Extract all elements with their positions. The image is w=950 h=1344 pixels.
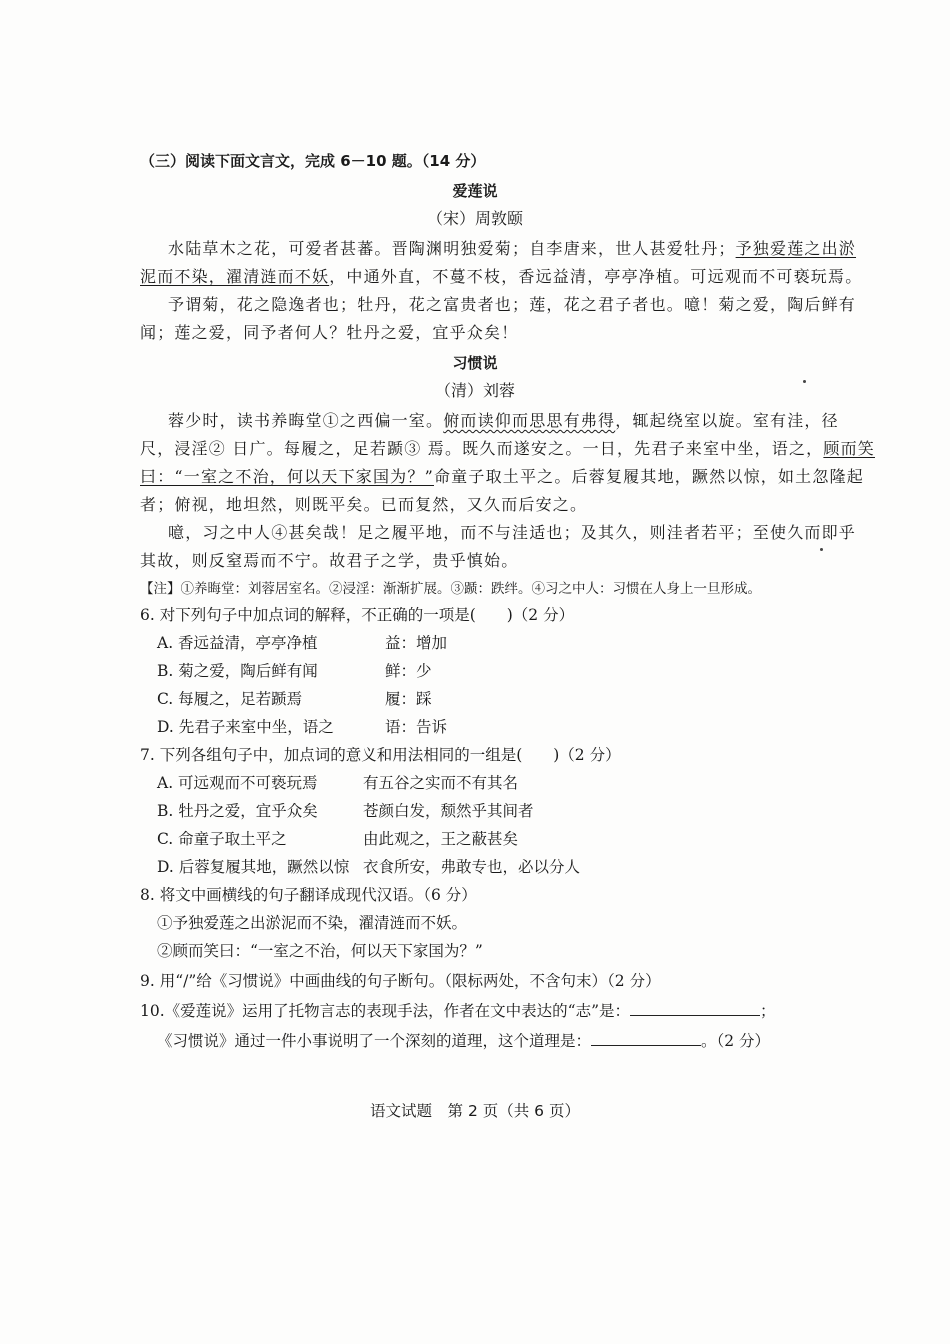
passage2-line: 者；俯视，地坦然，则既平矣。已而复然，又久而后安之。 [140, 495, 588, 514]
q8-sentence-1: ①予独爱莲之出淤泥而不染，濯清涟而不妖。 [157, 914, 468, 932]
q6-option-a [157, 632, 757, 654]
passage2-text: 命童子取土平之。后蓉复履其地，蹶然以惊，如土忽隆起 [433, 467, 864, 486]
q10-prompt-1: 10.《爱莲说》运用了托物言志的表现手法，作者在文中表达的“志”是： [140, 1002, 631, 1020]
option-gloss: 鲜：少 [385, 662, 432, 680]
passage2-line [140, 466, 864, 488]
footnotes: 【注】①养晦堂：刘蓉居室名。②浸淫：渐渐扩展。③踬：跌绊。④习之中人：习惯在人身上一旦形成。 [140, 581, 761, 597]
passage1-text: ，中通外直，不蔓不枝，香远益清，亭亭净植。可远观而不可亵玩焉。 [329, 267, 863, 286]
underlined-sentence: 顾而笑 [823, 439, 875, 458]
q6-option-b [157, 660, 757, 682]
passage2-text: 蓉少时，读书养晦堂①之西偏一室。 [168, 411, 444, 430]
q6-option-d [157, 716, 757, 738]
option-text: C. 命童子取土平之 [157, 830, 287, 848]
option-text: D. 先君子来室中坐，语之 [157, 718, 334, 736]
option-gloss: 益：增加 [385, 634, 448, 652]
q10-line-1 [140, 1000, 776, 1022]
option-text: C. 每履之，足若踬焉 [157, 690, 303, 708]
q7-option-a [157, 772, 757, 794]
option-gloss: 履：踩 [385, 690, 432, 708]
q7-option-d [157, 856, 757, 878]
passage1-author: （宋）周敦颐 [426, 209, 523, 228]
q8-sentence-2: ②顾而笑曰：“一室之不治，何以天下家国为？” [157, 942, 483, 960]
passage2-line [140, 438, 875, 460]
q10-score: 。（2 分） [701, 1032, 771, 1050]
answer-blank-2[interactable] [591, 1031, 701, 1046]
option-text: B. 牡丹之爱，宜乎众矣 [157, 802, 318, 820]
option-pair: 由此观之，王之蔽甚矣 [363, 830, 519, 848]
underlined-sentence: 予独爱莲之出淤 [735, 239, 857, 258]
wavy-underlined-sentence: 俯而读仰而思思有弗得 [443, 411, 616, 430]
page-footer: 语文试题 第 2 页（共 6 页） [370, 1102, 580, 1120]
option-text: A. 可远观而不可亵玩焉 [157, 774, 318, 792]
passage1-title: 爱莲说 [452, 182, 498, 200]
q10-prompt-2: 《习惯说》通过一件小事说明了一个深刻的道理，这个道理是： [157, 1032, 592, 1050]
scan-speck [820, 548, 823, 551]
passage2-title: 习惯说 [452, 354, 498, 372]
q7-option-c [157, 828, 757, 850]
q7-stem: 7. 下列各组句子中，加点词的意义和用法相同的一组是( )（2 分） [140, 746, 621, 764]
underlined-sentence: 泥而不染，濯清涟而不妖 [140, 267, 330, 286]
option-pair: 衣食所安，弗敢专也，必以分人 [363, 858, 581, 876]
q8-stem: 8. 将文中画横线的句子翻译成现代汉语。（6 分） [140, 886, 477, 904]
q10-punct: ； [760, 1002, 776, 1020]
passage2-line: 噫，习之中人④甚矣哉！足之履平地，而不与洼适也；及其久，则洼者若平；至使久而即乎 [168, 523, 857, 542]
passage2-text: ，辄起绕室以旋。室有洼，径 [615, 411, 839, 430]
passage1-text: 水陆草木之花，可爱者甚蕃。晋陶渊明独爱菊；自李唐来，世人甚爱牡丹； [168, 239, 736, 258]
q9-stem: 9. 用“/”给《习惯说》中画曲线的句子断句。（限标两处，不含句末）（2 分） [140, 972, 661, 990]
q10-line-2 [157, 1030, 770, 1052]
q7-option-b [157, 800, 757, 822]
section-header: （三）阅读下面文言文，完成 6－10 题。（14 分） [140, 152, 486, 170]
option-text: D. 后蓉复履其地，蹶然以惊 [157, 858, 350, 876]
option-gloss: 语：告诉 [385, 718, 448, 736]
passage1-line [140, 266, 862, 288]
option-pair: 有五谷之实而不有其名 [363, 774, 519, 792]
option-pair: 苍颜白发，颓然乎其间者 [363, 802, 534, 820]
answer-blank-1[interactable] [630, 1001, 760, 1016]
underlined-sentence: 曰：“一室之不治，何以天下家国为？” [140, 467, 434, 486]
option-text: B. 菊之爱，陶后鲜有闻 [157, 662, 318, 680]
passage1-line [168, 238, 856, 260]
option-text: A. 香远益清，亭亭净植 [157, 634, 318, 652]
passage1-line: 闻；莲之爱，同予者何人？牡丹之爱，宜乎众矣！ [140, 323, 519, 342]
passage2-line [168, 410, 839, 432]
passage1-line: 予谓菊，花之隐逸者也；牡丹，花之富贵者也；莲，花之君子者也。噫！菊之爱，陶后鲜有 [168, 295, 857, 314]
scan-speck [803, 380, 806, 383]
q6-stem: 6. 对下列句子中加点词的解释，不正确的一项是( )（2 分） [140, 606, 575, 624]
passage2-author: （清）刘蓉 [434, 381, 515, 400]
passage2-line: 其故，则反窒焉而不宁。故君子之学，贵乎慎始。 [140, 551, 519, 570]
q6-option-c [157, 688, 757, 710]
passage2-text: 尺，浸淫② 日广。每履之，足若踬③ 焉。既久而遂安之。一日，先君子来室中坐，语之， [140, 439, 824, 458]
